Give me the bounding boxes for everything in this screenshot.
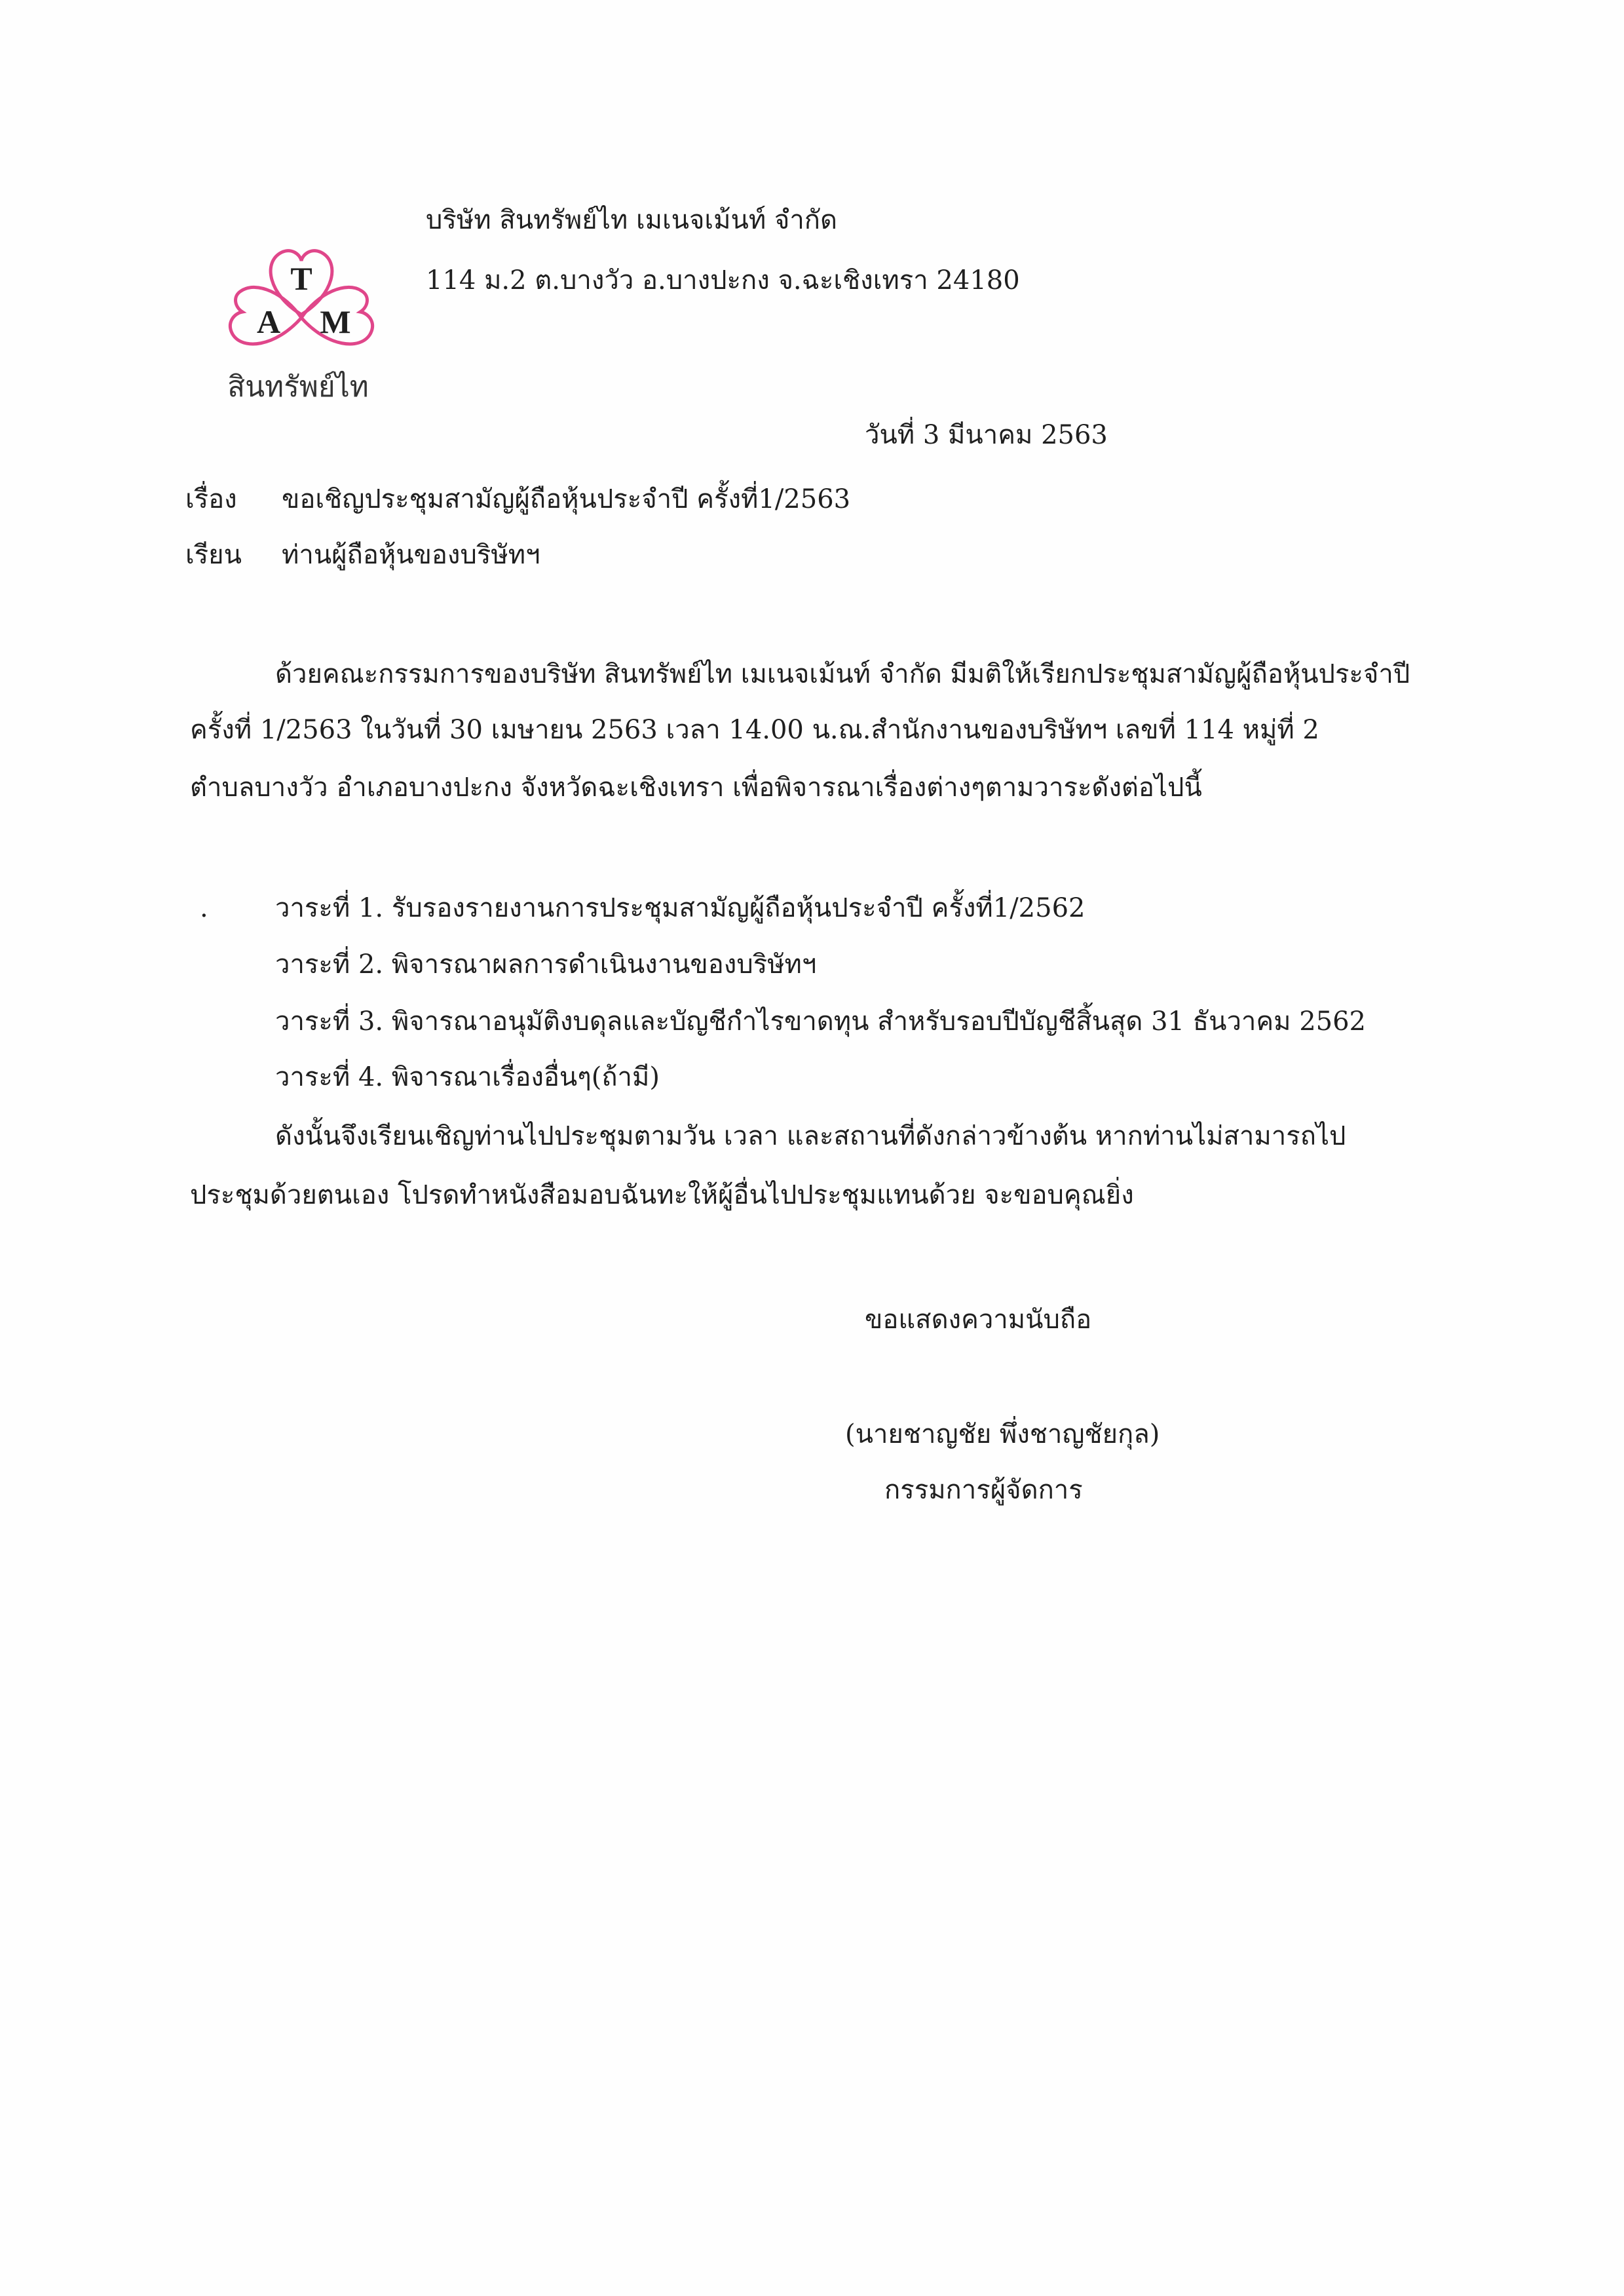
logo-letter-a: A: [256, 303, 281, 340]
recipient-text: ท่านผู้ถือหุ้นของบริษัทฯ: [282, 540, 540, 570]
agenda-item: วาระที่ 3. พิจารณาอนุมัติงบดุลและบัญชีกำไรขาดทุน สำหรับรอบปีบัญชีสิ้นสุด 31 ธันวาคม 2562: [275, 1006, 1366, 1037]
signer-title: กรรมการผู้จัดการ: [884, 1475, 1083, 1505]
recipient-label: เรียน: [185, 540, 242, 570]
company-address: 114 ม.2 ต.บางวัว อ.บางปะกง จ.ฉะเชิงเทรา 24180: [426, 265, 1020, 296]
regards: ขอแสดงความนับถือ: [865, 1305, 1092, 1335]
closing-line: ดังนั้นจึงเรียนเชิญท่านไปประชุมตามวัน เวลา และสถานที่ดังกล่าวข้างต้น หากท่านไม่สามารถไป: [275, 1121, 1346, 1151]
intro-line: ด้วยคณะกรรมการของบริษัท สินทรัพย์ไท เมเนจเม้นท์ จำกัด มีมติให้เรียกประชุมสามัญผู้ถือหุ้นประจำปี: [275, 659, 1410, 689]
agenda-item: วาระที่ 1. รับรองรายงานการประชุมสามัญผู้ถือหุ้นประจำปี ครั้งที่1/2562: [275, 893, 1086, 923]
closing-line: ประชุมด้วยตนเอง โปรดทำหนังสือมอบฉันทะให้ผู้อื่นไปประชุมแทนด้วย จะขอบคุณยิ่ง: [190, 1180, 1134, 1210]
company-name: บริษัท สินทรัพย์ไท เมเนจเม้นท์ จำกัด: [426, 205, 837, 235]
logo-letter-t: T: [290, 260, 312, 297]
logo-letter-m: M: [320, 303, 351, 340]
intro-line: ครั้งที่ 1/2563 ในวันที่ 30 เมษายน 2563 เวลา 14.00 น.ณ.สำนักงานของบริษัทฯ เลขที่ 114 หมู่ที่ 2: [190, 715, 1319, 745]
letter-date: วันที่ 3 มีนาคม 2563: [865, 420, 1108, 450]
signer-name: (นายชาญชัย พึ่งชาญชัยกุล): [845, 1419, 1160, 1449]
agenda-marker: .: [200, 893, 208, 923]
intro-line: ตำบลบางวัว อำเภอบางปะกง จังหวัดฉะเชิงเทรา เพื่อพิจารณาเรื่องต่างๆตามวาระดังต่อไปนี้: [190, 773, 1202, 803]
logo-name: สินทรัพย์ไท: [227, 370, 369, 404]
agenda-item: วาระที่ 4. พิจารณาเรื่องอื่นๆ(ถ้ามี): [275, 1062, 660, 1092]
company-logo: [216, 236, 387, 380]
agenda-item: วาระที่ 2. พิจารณาผลการดำเนินงานของบริษัทฯ: [275, 949, 817, 980]
subject-label: เรื่อง: [185, 484, 237, 514]
subject-text: ขอเชิญประชุมสามัญผู้ถือหุ้นประจำปี ครั้งที่1/2563: [282, 484, 851, 514]
